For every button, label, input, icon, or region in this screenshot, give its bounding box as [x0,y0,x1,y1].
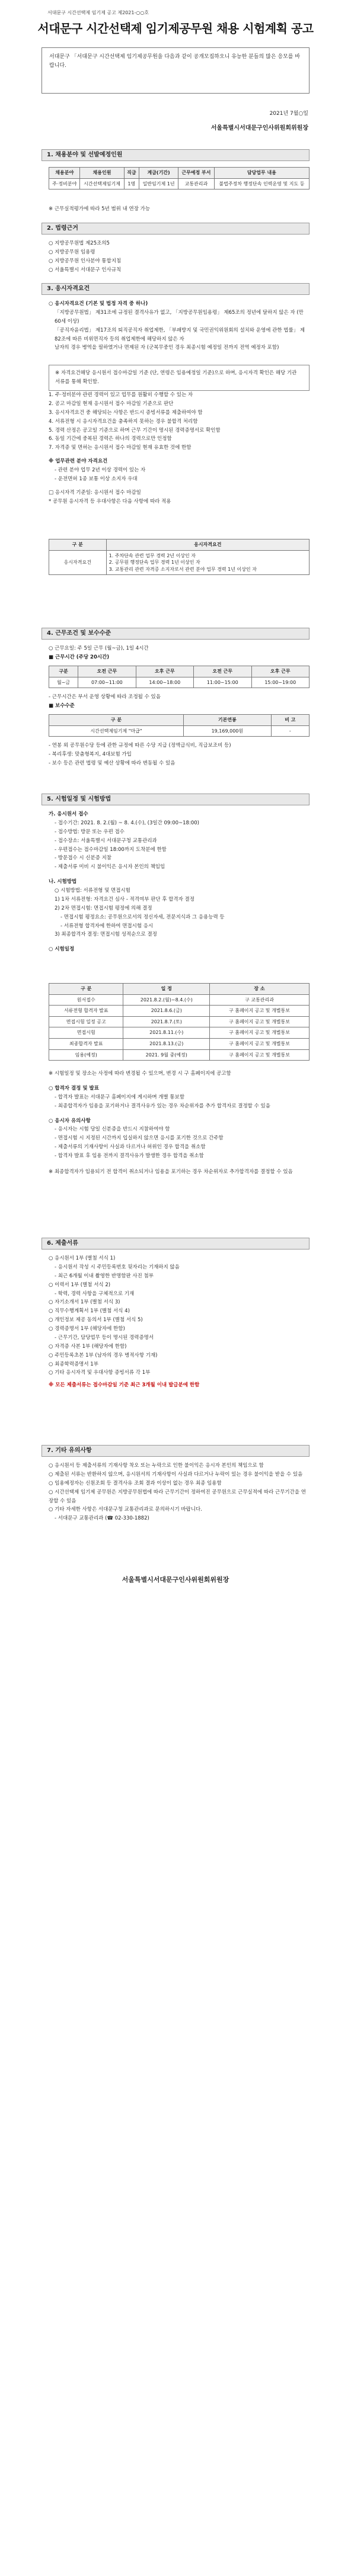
table-header-cell: 근무예정 부서 [178,168,215,179]
table-header-cell: 구 분 [49,984,123,995]
list-item: ○ 제출된 서류는 반환하지 않으며, 응시원서의 기재사항이 사실과 다르거나 누락이 있는 경우 불이익을 받을 수 있음 [49,1471,303,1477]
sub-title: 가. 응시원서 접수 [49,811,88,817]
table-cell: 1명 [124,178,139,189]
list-item: - 면접시험 평정요소: 공무원으로서의 정신자세, 전문지식과 그 응용능력 등 [60,914,225,920]
schedule-table [49,983,309,1061]
table-header-cell: 구 분 [49,539,107,551]
contact: - 서대문구 교통관리과 (☎ 02-330-1882) [55,1515,149,1522]
table-row [49,550,309,575]
table-cell: 2021.8.7.(토) [123,1016,210,1027]
list-item: - 제출서류의 기재사항이 사실과 다르거나 허위인 경우 합격을 취소함 [55,1144,206,1151]
documents-list [49,1254,309,1390]
table-cell: 임용(예정) [49,1049,123,1061]
law-list [49,239,309,275]
table-row [49,178,309,189]
section-5-title: 5. 시험일정 및 시험방법 [42,794,309,805]
table-header-cell: 오후 근무 [136,666,193,677]
list-item: - 응시원서 작성 시 주민등록번호 뒷자리는 기재하지 않음 [55,1264,180,1270]
hours-block [49,644,309,662]
table-row [49,1049,309,1061]
section-6-title: 6. 제출서류 [42,1238,309,1250]
section-4-title: 4. 근무조건 및 보수수준 [42,628,309,640]
table-header-cell: 구분 [49,666,78,677]
table-cell: 2021.8.2.(월)~8.4.(수) [123,994,210,1006]
list-item: - 보수 등은 관련 법령 및 예산 상황에 따라 변동될 수 있음 [49,760,176,766]
table-row [49,1027,309,1039]
section-3-title: 3. 응시자격요건 [42,283,309,295]
list-item: - 합격자 발표 후 임용 전까지 결격사유가 발생한 경우 합격을 취소함 [55,1153,204,1159]
time-caption: ■ 근무시간 (주당 20시간) [49,654,110,660]
table-header-cell: 담당업무 내용 [214,168,309,179]
table-header-cell: 채용인원 [80,168,124,179]
table-cell: 2021. 9월 중(예정) [123,1049,210,1061]
list-item: ○ 최종학력증명서 1부 [49,1361,98,1367]
apply-block [49,810,309,954]
table-cell: 2021.8.13.(금) [123,1038,210,1049]
qualification-note-box [49,365,309,391]
table-header-cell: 기본연봉 [184,715,272,726]
list-item: 1. 주·정비분야 관련 경력이 있고 업무를 원활히 수행할 수 있는 자 [49,392,193,398]
intro-box [42,47,309,94]
list-item: ○ 기타 자세한 사항은 서대문구청 교통관리과로 문의하시기 바랍니다. [49,1507,202,1513]
list-item: - 연봉 외 공무원수당 등에 관한 규정에 따른 수당 지급 (정액급식비, 직급보조비 등) [49,743,231,749]
table-header-row [49,715,309,726]
list-item: ○ 응시원서 등 제출서류의 기재사항 착오 또는 누락으로 인한 불이익은 응시자 본인의 책임으로 함 [49,1463,264,1469]
list-item: ○ 지방공무원 임용령 [49,249,95,255]
table-row [49,1038,309,1049]
table-header-row [49,666,309,677]
table-cell: 시간선택제임기제 [80,178,124,189]
list-item: 6. 동일 기간에 중복된 경력은 하나의 경력으로만 인정함 [49,436,172,442]
paragraph: 남자의 경우 병역을 필하였거나 면제된 자 (군복무중인 경우 최종시험 예정일 전까지 전역 예정자 포함) [55,345,279,351]
list-item: - 복리후생: 맞춤형복지, 4대보험 가입 [49,751,132,757]
table-header-cell: 비 고 [271,715,309,726]
table-cell: 시간선택제임기제 "마급" [49,725,184,737]
list-item: ○ 시간선택제 임기제 공무원은 지방공무원법에 따라 근무기간이 정하여진 공무원으로 근무실적에 따라 근무기간을 연장할 수 있음 [49,1489,306,1504]
time-note: - 근무시간은 부서 운영 상황에 따라 조정될 수 있음 [49,694,161,700]
table-cell: 월~금 [49,677,78,688]
list-item: - 방문접수 시 신분증 지참 [55,855,111,862]
table-cell: 11:00~15:00 [194,677,251,688]
table-cell: 구 홈페이지 공고 및 개별통보 [210,1049,309,1061]
boxed-note: ※ 자격요건해당 응시원서 접수마감일 기준 (단, 연령은 임용예정일 기준)으로 하며, 응시자격 확인은 해당 기관 서류를 통해 확인함. [55,370,297,385]
table-row [49,725,309,737]
table-row [49,1006,309,1017]
list-item: ○ 기타 응시자격 및 우대사항 증빙서류 각 1부 [49,1370,151,1376]
list-item: □ 응시자격 기준일: 응시원서 접수 마감일 [49,489,141,496]
list-item: - 최근 6개월 이내 촬영한 반명함판 사진 첨부 [55,1273,154,1279]
table-header-cell: 계급(기간) [139,168,178,179]
list-item: * 공무원 응시자격 등 우대사항은 다음 사항에 따라 적용 [49,498,171,505]
list-item: ○ 응시자 유의사항 [49,1117,91,1124]
recruit-note: ※ 근무실적평가에 따라 5년 범위 내 연장 가능 [49,206,151,212]
section-1-title: 1. 채용분야 및 선발예정인원 [42,149,309,161]
table-row [49,1016,309,1027]
qualification-block [49,300,309,352]
notes-list [49,1462,309,1523]
table-header-cell: 오후 근무 [251,666,309,677]
pay-block [49,693,309,711]
list-item: ○ 경력증명서 1부 (해당자에 한함) [49,1326,125,1332]
section-7-title: 7. 기타 유의사항 [42,1445,309,1457]
sub-title: ○ 응시자격요건 (기본 및 법정 자격 중 하나) [49,301,148,307]
bottom-note: ※ 최종합격자가 임용되기 전 합격이 취소되거나 임용을 포기하는 경우 차순위자로 추가합격자를 결정할 수 있음 [49,1168,293,1175]
list-item: ○ 이력서 1부 (별첨 서식 2) [49,1281,111,1288]
table-cell: 19,169,000원 [184,725,272,737]
list-item: 3. 응시자격요건 중 해당되는 사항은 반드시 증빙서류를 제출하여야 함 [49,409,203,416]
notice-number: 서대문구 시간선택제 임기제 공고 제2021-○○호 [47,10,149,15]
red-note: ※ 모든 제출서류는 접수마감일 기준 최근 3개월 이내 발급분에 한함 [49,1382,200,1389]
list-item: - 우편접수는 접수마감일 18:00까지 도착분에 한함 [55,846,167,853]
sub-title: 나. 시험방법 [49,879,77,885]
table-header-row [49,168,309,179]
detail-list [49,391,309,506]
schedule-after [49,1069,309,1177]
list-item: ○ 합격자 결정 및 발표 [49,1085,99,1091]
pay-extra [49,741,309,768]
table-header-cell: 채용분야 [49,168,80,179]
table-cell: 15:00~19:00 [251,677,309,688]
list-item: 1) 1차 서류전형: 자격요건 심사 - 적격여부 판단 후 합격자 결정 [55,896,194,902]
table-cell: 구 홈페이지 공고 및 개별통보 [210,1016,309,1027]
table-cell: 구 홈페이지 공고 및 개별통보 [210,1006,309,1017]
list-item: ○ 자기소개서 1부 (별첨 서식 3) [49,1299,120,1306]
issuer: 서울특별시서대문구인사위원회위원장 [210,125,308,131]
qualification-table [49,539,309,575]
table-cell: 일반임기제 1년 [139,178,178,189]
table-cell: 응시자격요건 [49,550,107,575]
list-item: - 관련 분야 업무 2년 이상 경력이 있는 자 [55,467,146,473]
list-item: - 근무기간, 담당업무 등이 명시된 경력증명서 [55,1334,154,1341]
list-item: - 접수장소: 서울특별시 서대문구청 교통관리과 [55,837,157,844]
list-item: - 최종합격자가 임용을 포기하거나 결격사유가 있는 경우 차순위자를 추가 합격자로 결정할 수 있음 [55,1103,270,1109]
list-item: 4. 서류전형 시 응시자격요건을 충족하지 못하는 경우 불합격 처리함 [49,418,198,425]
table-header-row [49,984,309,995]
sub-title: ○ 시험일정 [49,946,75,953]
table-row [49,677,309,688]
list-item: - 합격자 발표는 서대문구 홈페이지에 게시하며 개별 통보함 [55,1094,185,1100]
table-cell: 14:00~18:00 [136,677,193,688]
footer-issuer: 서울특별시서대문구인사위원회위원장 [122,1576,229,1583]
list-item: - 접수방법: 방문 또는 우편 접수 [55,828,125,835]
list-item: 3) 최종합격자 결정: 면접시험 성적순으로 결정 [55,932,157,938]
table-row [49,994,309,1006]
table-header-cell: 구 분 [49,715,184,726]
table-cell: 원서접수 [49,994,123,1006]
table-header-cell: 응시자격요건 [106,539,309,551]
table-header-cell: 장 소 [210,984,309,995]
table-header-cell: 오전 근무 [78,666,136,677]
table-header-cell: 직급 [124,168,139,179]
list-item: ○ 서울특별시 서대문구 인사규칙 [49,266,122,273]
list-item: 2. 공고 마감일 현재 응시원서 접수 마감일 기준으로 판단 [49,400,174,407]
list-item: - 학력, 경력 사항을 구체적으로 기재 [55,1290,135,1297]
table-cell: 면접시험 일정 공고 [49,1016,123,1027]
table-cell: 불법주정차 행정단속 인력운영 및 지도 등 [214,178,309,189]
notice-date: 2021년 7월○일 [269,111,308,117]
list-item: - 응시자는 시험 당일 신분증을 반드시 지참하여야 함 [55,1126,170,1133]
list-item: - 접수기간: 2021. 8. 2.(월) ~ 8. 4.(수), (3일간 09:00~18:00) [55,820,199,826]
table-cell: - [271,725,309,737]
list-item: ○ 임용예정자는 신원조회 등 결격사유 조회 결과 이상이 없는 경우 최종 임용함 [49,1480,222,1486]
table-cell: 서류전형 합격자 발표 [49,1006,123,1017]
list-item: ○ 직무수행계획서 1부 (별첨 서식 4) [49,1308,130,1315]
list-item: ○ 자격증 사본 1부 (해당자에 한함) [49,1343,127,1350]
table-cell: 교통관리과 [178,178,215,189]
paragraph: 「공직자윤리법」 제17조의 퇴직공직자 취업제한, 「부패방지 및 국민권익위원회의 설치와 운영에 관한 법률」 제82조에 따른 비위면직자 등의 취업제한에 해당하지 않은 자 [55,327,305,342]
list-item: - 면접시험 시 지정된 시간까지 입실하지 않으면 응시를 포기한 것으로 간주함 [55,1135,224,1142]
table-cell: 1. 주차단속 관련 업무 경력 2년 이상인 자 2. 공무원 행정단속 업무 경력 1년 이상인 자 3. 교통관리 관련 자격증 소지자로서 관련 분야 업무 경력 1년 이상인 자 [106,550,309,575]
work-time-table [49,666,309,688]
sched-note: ※ 시험일정 및 장소는 사정에 따라 변경될 수 있으며, 변경 시 구 홈페이지에 공고함 [49,1071,231,1077]
sub-title: ※ 업무관련 분야 자격요건 [49,458,108,465]
list-item: ○ 개인정보 제공 동의서 1부 (별첨 서식 5) [49,1317,143,1324]
recruit-table [49,167,309,189]
table-cell: 면접시험 [49,1027,123,1039]
pay-table [49,714,309,737]
table-cell: 2021.8.6.(금) [123,1006,210,1017]
list-item: ○ 지방공무원법 제25조의5 [49,240,110,246]
table-cell: 구 홈페이지 공고 및 개별통보 [210,1027,309,1039]
table-cell: 2021.8.11.(수) [123,1027,210,1039]
table-header-cell: 일 정 [123,984,210,995]
list-item: ○ 시험방법: 서류전형 및 면접시험 [55,888,130,894]
list-item: - 제출서류 미비 시 불이익은 응시자 본인의 책임임 [55,864,165,871]
table-header-cell: 오전 근무 [194,666,251,677]
table-cell: 구 교통관리과 [210,994,309,1006]
table-cell: 최종합격자 발표 [49,1038,123,1049]
pay-caption: ■ 보수수준 [49,702,75,709]
section-2-title: 2. 법령근거 [42,223,309,235]
page-title: 서대문구 시간선택제 임기제공무원 채용 시험계획 공고 [37,21,314,36]
table-cell: 주·정비분야 [49,178,80,189]
list-item: - 서류전형 합격자에 한하여 면접시험 응시 [60,923,154,929]
list-item: ○ 주민등록초본 1부 (남자의 경우 병적사항 기재) [49,1352,158,1358]
table-header-row [49,539,309,551]
list-item: 5. 경력 산정은 공고일 기준으로 하며 근무 기간이 명시된 경력증명서로 확인함 [49,427,221,433]
list-item: 2) 2차 면접시험: 면접시험 평정에 의해 결정 [55,905,152,911]
hours-line: ○ 근무요일: 주 5일 근무 (월~금), 1일 4시간 [49,645,149,651]
table-cell: 구 홈페이지 공고 및 개별통보 [210,1038,309,1049]
list-item: ○ 응시원서 1부 (별첨 서식 1) [49,1255,116,1261]
paragraph: 「지방공무원법」 제31조에 규정된 결격사유가 없고, 「지방공무원임용령」 제65조의 정년에 달하지 않은 자 (만 60세 이상) [55,309,304,325]
table-cell: 07:00~11:00 [78,677,136,688]
intro-text: 서대문구 「서대문구 시간선택제 임기제공무원을 다음과 같이 공개모집하오니 유능한 분들의 많은 응모를 바랍니다. [49,54,301,69]
list-item: ○ 지방공무원 인사분야 통합지침 [49,258,122,264]
list-item: - 운전면허 1종 보통 이상 소지자 우대 [55,476,138,482]
list-item: 7. 자격증 및 면허는 응시원서 접수 마감일 현재 유효한 것에 한함 [49,445,192,451]
